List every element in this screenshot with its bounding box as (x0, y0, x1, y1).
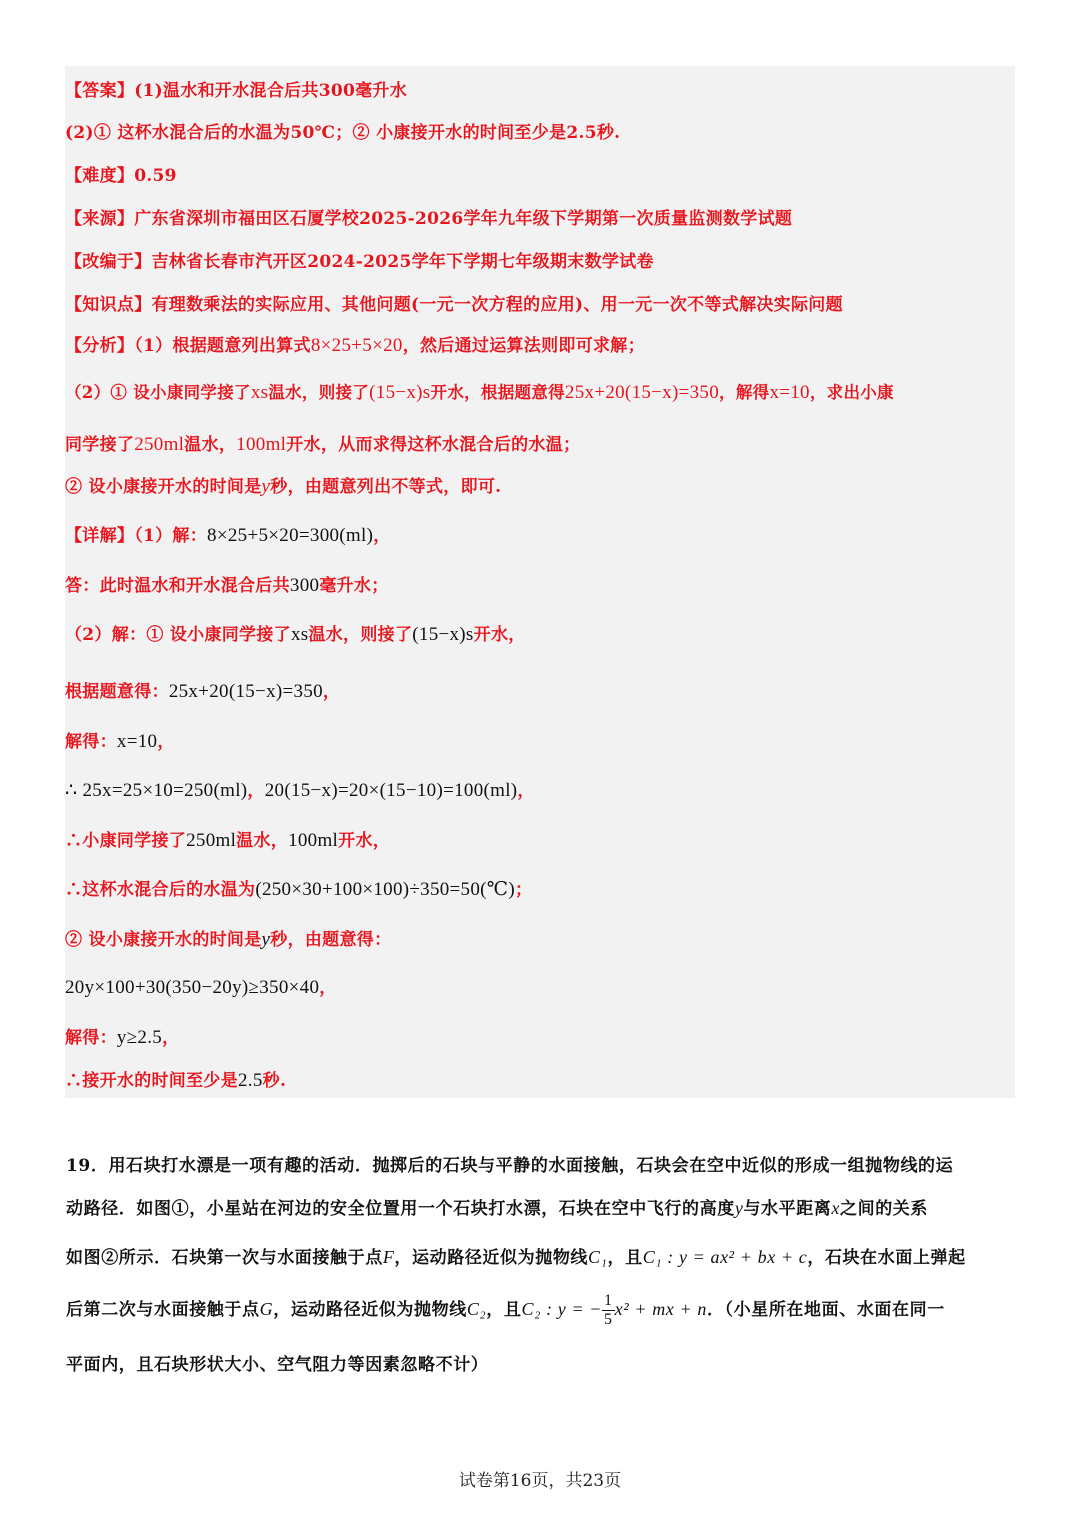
source-value: 广东省深圳市福田区石厦学校2025-2026学年九年级下学期第一次质量监测数学试题 (134, 209, 793, 229)
answer-line: 【答案】(1)温水和开水混合后共300毫升水 (65, 81, 408, 101)
source-tag: 【来源】 (65, 209, 135, 229)
detail-line-1: 【详解】（1）解：8×25+5×20=300(ml)， (65, 525, 391, 546)
detail-line-5: 解得：x=10， (65, 731, 175, 752)
difficulty-line (65, 161, 177, 186)
difficulty-tag: 【难度】 (65, 166, 135, 186)
analysis-line-3: ② 设小康接开水的时间是y秒，由题意列出不等式，即可. (65, 476, 502, 497)
question-line-2: 动路径．如图①，小星站在河边的安全位置用一个石块打水漂，石块在空中飞行的高度y与水平距离x之间的关系 (66, 1198, 928, 1219)
detail-line-4: 根据题意得：25x+20(15−x)=350， (65, 681, 341, 702)
question-line-5: 平面内，且石块形状大小、空气阻力等因素忽略不计） (66, 1355, 489, 1375)
analysis-line-2b: 同学接了250ml温水，100ml开水，从而求得这杯水混合后的水温； (65, 434, 581, 455)
knowledge-line (65, 290, 843, 315)
analysis-tag: 【分析】 (65, 336, 135, 356)
question-line-3: 如图②所示．石块第一次与水面接触于点F，运动路径近似为抛物线C₁，且C₁ : y = ax² + bx + c，石块在水面上弹起 (66, 1247, 966, 1268)
detail-line-3: （2）解：① 设小康同学接了xs温水，则接了(15−x)s开水， (65, 624, 526, 645)
answer-line-2: (2)① 这杯水混合后的水温为50℃；② 小康接开水的时间至少是2.5秒. (65, 123, 621, 143)
answer-tag: 【答案】 (65, 81, 135, 101)
detail-line-12: ∴接开水的时间至少是2.5秒. (65, 1070, 287, 1091)
answer-panel (65, 66, 1015, 1098)
analysis-line-1: 【分析】（1）根据题意列出算式8×25+5×20，然后通过运算法则即可求解； (65, 335, 645, 356)
adapted-value: 吉林省长春市汽开区2024-2025学年下学期七年级期末数学试卷 (151, 252, 654, 272)
page-footer: 试卷第16页，共23页 (458, 1471, 622, 1491)
adapted-tag: 【改编于】 (65, 252, 152, 272)
question-line-1: 19．用石块打水漂是一项有趣的活动．抛掷后的石块与平静的水面接触，石块会在空中近似的形成一组抛物线的运 (66, 1156, 954, 1176)
question-line-4: 后第二次与水面接触于点G，运动路径近似为抛物线C₂，且C₂ : y = − $\frac{1}{5}$ x² + mx + n．（小星所在地面、水面在同一 (66, 1292, 945, 1328)
analysis-line-2a: （2）① 设小康同学接了xs温水，则接了(15−x)s开水，根据题意得25x+20(15−x)=350，解得x=10，求出小康 (65, 382, 894, 403)
difficulty-value: 0.59 (134, 166, 177, 186)
detail-line-11: 解得：y≥2.5， (65, 1027, 180, 1048)
detail-line-9: ② 设小康接开水的时间是y秒，由题意得： (65, 929, 392, 950)
knowledge-value: 有理数乘法的实际应用、其他问题(一元一次方程的应用)、用一元一次不等式解决实际问题 (151, 295, 843, 315)
detail-line-8: ∴这杯水混合后的水温为(250×30+100×100)÷350=50(℃)； (65, 879, 533, 900)
detail-line-10: 20y×100+30(350−20y)≥350×40， (65, 977, 337, 998)
detail-line-2: 答：此时温水和开水混合后共300毫升水； (65, 575, 389, 596)
detail-line-6: ∴ 25x=25×10=250(ml)，20(15−x)=20×(15−10)=100(ml)， (65, 780, 535, 801)
detail-tag: 【详解】 (65, 526, 135, 546)
fraction-one-fifth: $\frac{1}{5}$ (604, 1292, 613, 1328)
source-line (65, 204, 792, 229)
adapted-line (65, 247, 654, 272)
detail-line-7: ∴小康同学接了250ml温水，100ml开水， (65, 830, 391, 851)
knowledge-tag: 【知识点】 (65, 295, 152, 315)
